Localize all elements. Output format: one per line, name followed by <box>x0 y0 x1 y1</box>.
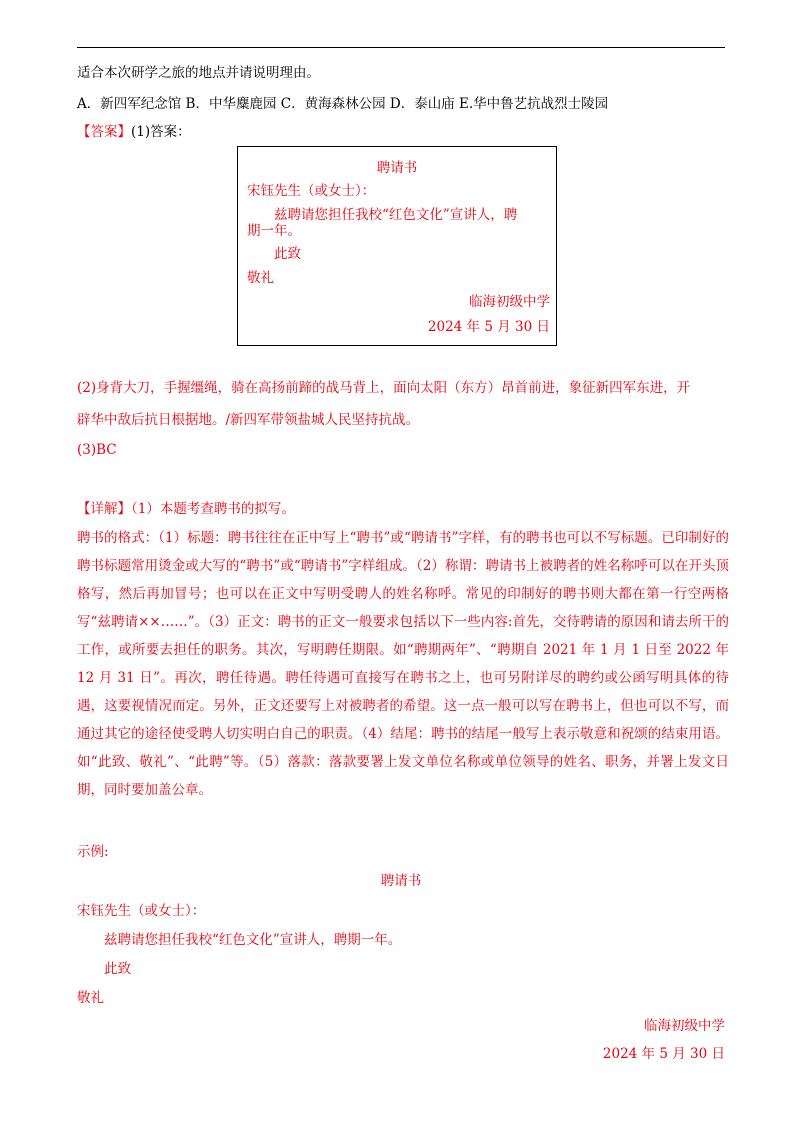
letter-title: 聘请书 <box>376 160 418 176</box>
answer-tag: 【答案】 <box>77 124 131 140</box>
question-options: A．新四军纪念馆 B．中华麋鹿园 C．黄海森林公园 D．泰山庙 E.华中鲁艺抗战烈士陵园 <box>77 96 609 112</box>
answer-part2-line2: 辟华中敌后抗日根据地。/新四军带领盐城人民坚持抗战。 <box>77 412 420 428</box>
example-closing1: 此致 <box>104 961 131 977</box>
letter-date: 2024 年 5 月 30 日 <box>427 319 550 335</box>
example-salutation: 宋钰先生（或女士）： <box>77 903 206 919</box>
answer-part3: (3)BC <box>77 442 117 458</box>
answer-label: (1)答案： <box>131 124 191 140</box>
example-closing2: 敬礼 <box>77 990 104 1006</box>
letter-salutation: 宋钰先生（或女士）： <box>247 183 376 199</box>
letter-closing1: 此致 <box>274 246 301 262</box>
answer-heading <box>77 123 191 141</box>
detail-tag: 【详解】 <box>77 501 131 517</box>
example-signer: 临海初级中学 <box>644 1018 725 1034</box>
example-body: 兹聘请您担任我校“红色文化”宣讲人，聘期一年。 <box>104 932 402 948</box>
question-line: 适合本次研学之旅的地点并请说明理由。 <box>77 65 320 81</box>
detail-heading <box>77 500 295 518</box>
letter-body-line1: 兹聘请您担任我校“红色文化”宣讲人，聘 <box>274 207 518 223</box>
detail-intro: （1）本题考查聘书的拟写。 <box>131 501 295 517</box>
letter-closing2: 敬礼 <box>247 270 274 286</box>
detail-paragraph: 聘书的格式：（1）标题：聘书往往在正中写上“聘书”或“聘请书”字样，有的聘书也可以不写标题。已印制好的聘书标题常用烫金或大写的“聘书”或“聘请书”字样组成。（2）称谓：聘请书上被聘者的姓名称呼可以在开头顶格写，然后再加冒号；也可以在正文中写明受聘人的姓名称呼。常见的印制好的聘书则大都在第一行空两格写“兹聘请××……”。（3）正文：聘书的正文一般要求包括以下一些内容:首先，交待聘请的原因和请去所干的工作，或所要去担任的职务。其次，写明聘任期限。如“聘期两年”、“聘期自 2021 年 1 月 1 日至 2022 年 12 月 31 日”。再次，聘任待遇。聘任待遇可直接写在聘书之上，也可另附详尽的聘约或公函写明具体的待遇，这要视情况而定。另外，正文还要写上对被聘者的希望。这一点一般可以写在聘书上，但也可以不写，而通过其它的途径使受聘人切实明白自己的职责。（4）结尾：聘书的结尾一般写上表示敬意和祝颂的结束用语。如“此致、敬礼”、“此聘”等。（5）落款：落款要署上发文单位名称或单位领导的姓名、职务，并署上发文日期，同时要加盖公章。 <box>77 530 729 798</box>
example-title: 聘请书 <box>380 873 422 889</box>
top-rule <box>77 47 725 48</box>
letter-body-line2: 期一年。 <box>247 223 301 239</box>
answer-part2-line1: (2)身背大刀，手握缰绳，骑在高扬前蹄的战马背上，面向太阳（东方）昂首前进，象征新四军东进，开 <box>77 380 691 396</box>
letter-signer: 临海初级中学 <box>469 294 550 310</box>
example-label: 示例: <box>77 844 109 860</box>
letter-box <box>237 146 557 346</box>
example-date: 2024 年 5 月 30 日 <box>602 1046 725 1062</box>
